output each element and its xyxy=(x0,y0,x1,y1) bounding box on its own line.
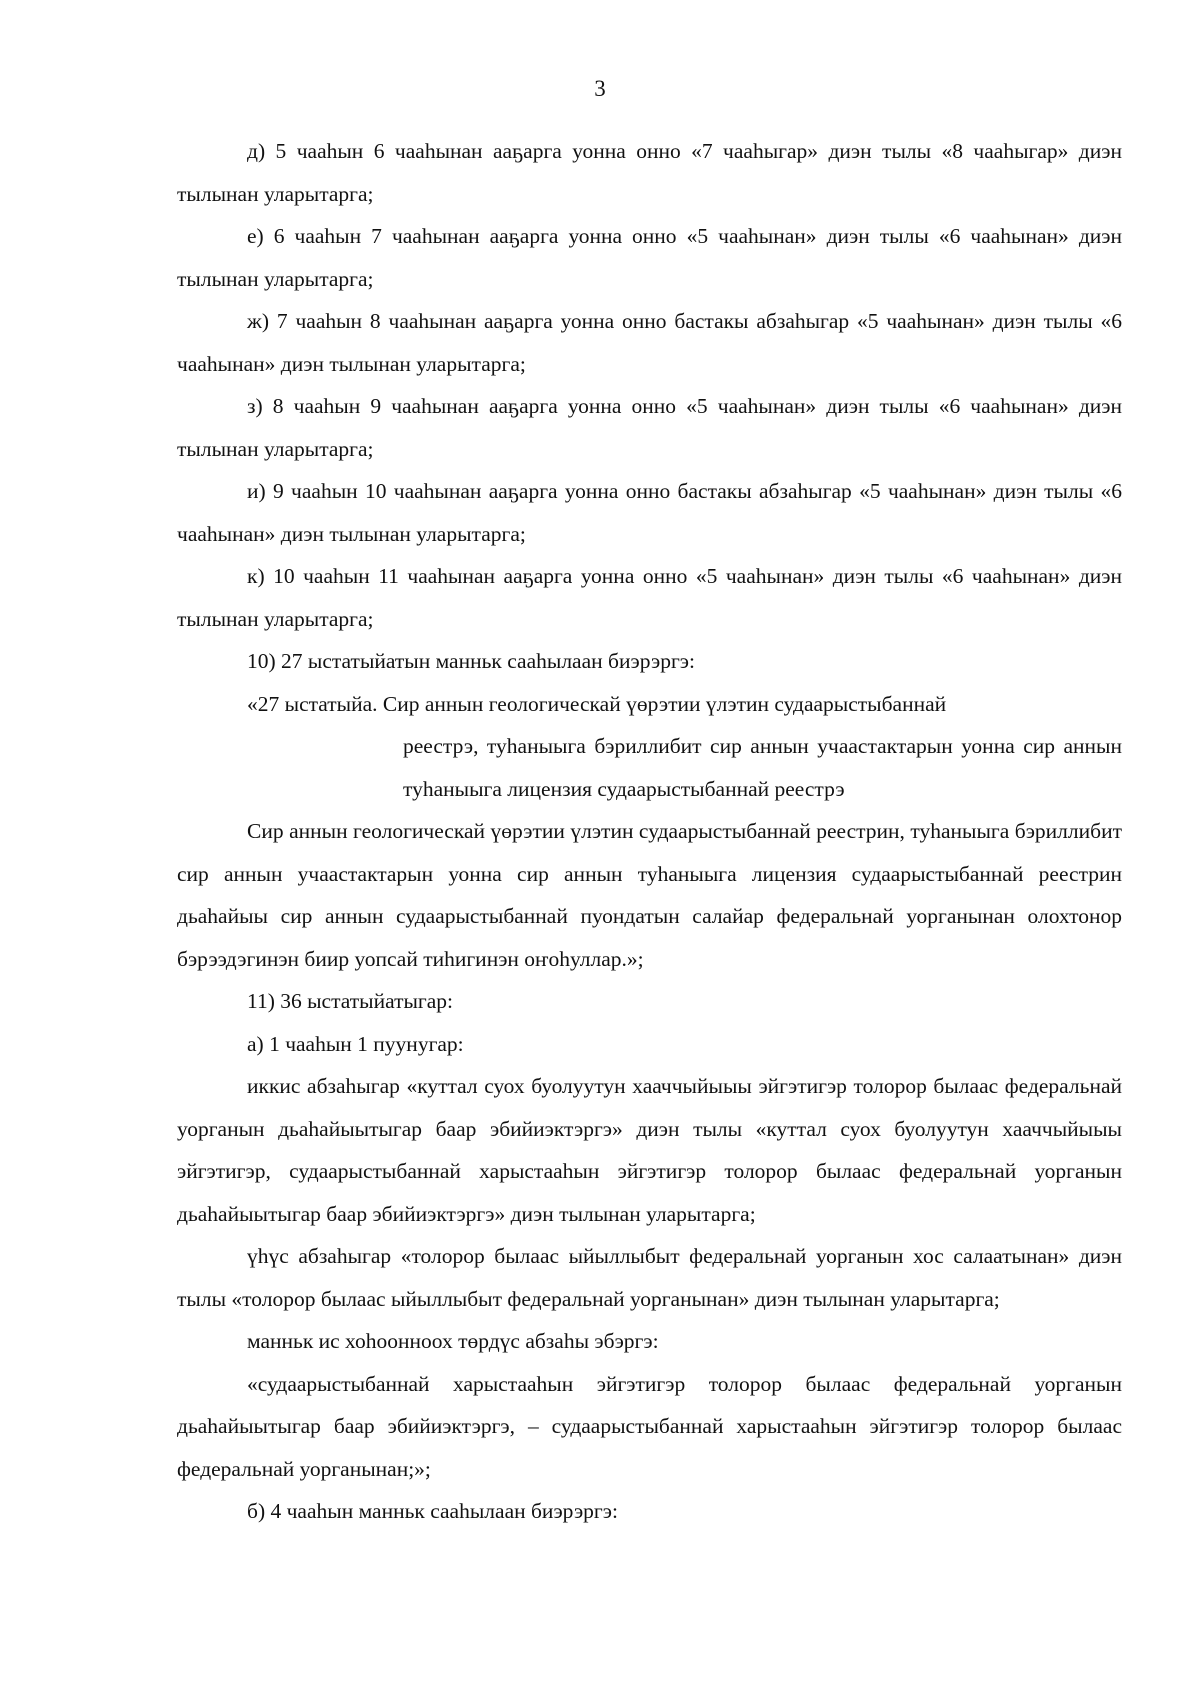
article-27-title-continuation: реестрэ, туһаныыга бэриллибит сир аннын учаастактарын уонна сир аннын туһаныыга лицензия судаарыстыбаннай реестрэ xyxy=(403,734,1122,801)
paragraph-z: з) 8 чааһын 9 чааһынан ааҕарга уонна онно «5 чааһынан» диэн тылы «6 чааһынан» диэн тылынан уларытарга; xyxy=(177,394,1122,461)
third-paragraph-change: үһүс абзаһыгар «толорор былаас ыйыллыбыт федеральнай уорганын хос салаатынан» диэн тылы «толорор былаас ыйыллыбыт федеральнай уорганынан» диэн тылынан уларытарга; xyxy=(177,1244,1122,1311)
fourth-paragraph-text: «судаарыстыбаннай харыстааһын эйгэтигэр толорор былаас федеральнай уорганын дьаһайыытыгар баар эбийиэктэргэ, – судаарыстыбаннай харыстааһын эйгэтигэр толорор былаас федеральнай уорганынан;»; xyxy=(177,1371,1122,1481)
article-27-body: Сир аннын геологическай үөрэтии үлэтин судаарыстыбаннай реестрин, туһаныыга бэриллибит сир аннын учаастактарын уонна сир аннын туһаныыга лицензия судаарыстыбаннай реестрин дьаһайыы сир аннын судаарыстыбаннай пуондатын салайар федеральнай уорганынан олохтонор бэрээдэгинэн биир уопсай тиһигинэн оҥоһуллар.»; xyxy=(177,819,1122,971)
paragraph-d: д) 5 чааһын 6 чааһынан ааҕарга уонна онно «7 чааһыгар» диэн тылы «8 чааһыгар» диэн тылынан уларытарга; xyxy=(177,139,1122,206)
second-paragraph-change: иккис абзаһыгар «куттал суох буолуутун хааччыйыыы эйгэтигэр толорор былаас федеральнай уорганын дьаһайыытыгар баар эбийиэктэргэ» диэн тылы «куттал суох буолуутун хааччыйыыы эйгэтигэр, судаарыстыбаннай харыстааһын эйгэтигэр толорор былаас федеральнай уорганын дьаһайыытыгар баар эбийиэктэргэ» диэн тылынан уларытарга; xyxy=(177,1074,1122,1226)
subitem-a: а) 1 чааһын 1 пуунугар: xyxy=(247,1031,464,1056)
paragraph-k: к) 10 чааһын 11 чааһынан ааҕарга уонна онно «5 чааһынан» диэн тылы «6 чааһынан» диэн тылынан уларытарга; xyxy=(177,564,1122,631)
paragraph-e: е) 6 чааһын 7 чааһынан ааҕарга уонна онно «5 чааһынан» диэн тылы «6 чааһынан» диэн тылынан уларытарга; xyxy=(177,224,1122,291)
article-27-title: «27 ыстатыйа. Сир аннын геологическай үөрэтии үлэтин судаарыстыбаннай xyxy=(247,691,947,716)
paragraph-i: и) 9 чааһын 10 чааһынан ааҕарга уонна онно бастакы абзаһыгар «5 чааһынан» диэн тылы «6 чааһынан» диэн тылынан уларытарга; xyxy=(177,479,1122,546)
subitem-b: б) 4 чааһын манньк сааһылаан биэрэргэ: xyxy=(247,1499,618,1523)
item-11-heading: 11) 36 ыстатыйатыгар: xyxy=(247,989,454,1013)
item-10-heading: 10) 27 ыстатыйатын манньк сааһылаан биэрэргэ: xyxy=(247,649,695,673)
fourth-paragraph-add: манньк ис хоһоонноох төрдүс абзаһы эбэргэ: xyxy=(247,1329,659,1353)
document-body xyxy=(177,130,1122,1533)
page-number: 3 xyxy=(594,76,606,101)
paragraph-zh: ж) 7 чааһын 8 чааһынан ааҕарга уонна онно бастакы абзаһыгар «5 чааһынан» диэн тылы «6 чааһынан» диэн тылынан уларытарга; xyxy=(177,309,1122,376)
